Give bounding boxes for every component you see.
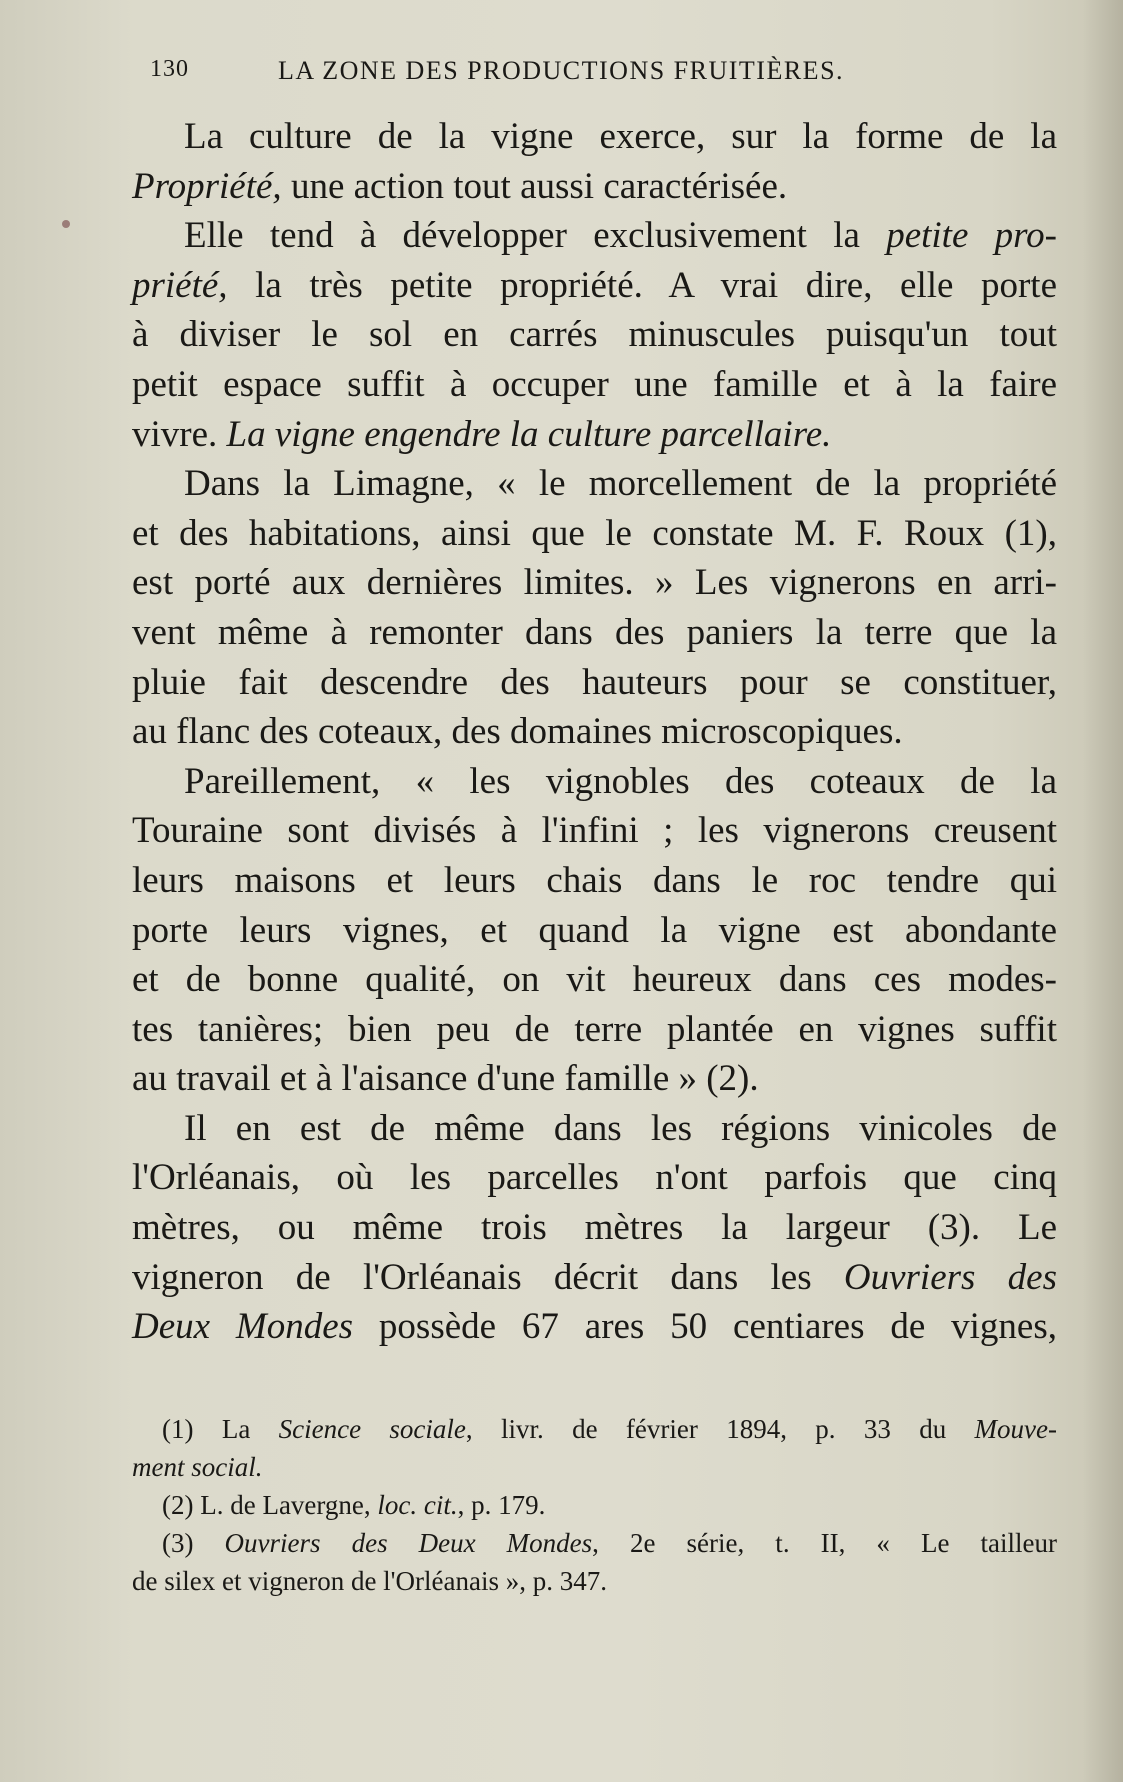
italic-text: Science sociale bbox=[278, 1414, 466, 1444]
page-number: 130 bbox=[150, 56, 189, 82]
italic-text: Deux Mondes bbox=[132, 1306, 354, 1348]
text-run: petit espace suffit à occuper une famille et à la faire bbox=[132, 363, 1057, 405]
italic-text: La vigne engendre la culture parcellaire. bbox=[226, 413, 832, 455]
body-line bbox=[132, 806, 1057, 856]
text-run: Elle tend à développer exclusivement la bbox=[184, 215, 887, 257]
italic-text: Propriété, bbox=[132, 165, 282, 207]
body-line bbox=[132, 509, 1057, 559]
body-line bbox=[132, 1054, 1057, 1104]
body-line bbox=[132, 856, 1057, 906]
body-line bbox=[132, 608, 1057, 658]
text-run: au flanc des coteaux, des domaines microscopiques. bbox=[132, 711, 903, 753]
body-line bbox=[132, 1302, 1057, 1352]
text-run: et de bonne qualité, on vit heureux dans ces modes- bbox=[132, 959, 1057, 1001]
body-line bbox=[132, 1153, 1057, 1203]
body-line bbox=[132, 1253, 1057, 1303]
paper-speck bbox=[62, 220, 70, 228]
body-line bbox=[132, 360, 1057, 410]
page-header bbox=[150, 52, 950, 92]
italic-text: loc. cit. bbox=[377, 1490, 458, 1520]
body-line bbox=[132, 112, 1057, 162]
text-run: leurs maisons et leurs chais dans le roc tendre qui bbox=[132, 859, 1057, 901]
body-line bbox=[132, 906, 1057, 956]
text-run: et des habitations, ainsi que le constate M. F. Roux (1), bbox=[132, 512, 1057, 554]
text-run: à diviser le sol en carrés minuscules puisqu'un tout bbox=[132, 314, 1057, 356]
text-run: , 2e série, t. II, « Le tailleur bbox=[592, 1528, 1057, 1558]
text-run: (2) L. de Lavergne, bbox=[162, 1490, 378, 1520]
text-run: une action tout aussi caractérisée. bbox=[281, 165, 788, 207]
text-run: Pareillement, « les vignobles des coteaux de la bbox=[184, 760, 1057, 802]
footnote-line bbox=[132, 1410, 1057, 1448]
body-line bbox=[132, 707, 1057, 757]
body-line bbox=[132, 1104, 1057, 1154]
body-line bbox=[132, 261, 1057, 311]
text-run: Il en est de même dans les régions vinicoles de bbox=[184, 1107, 1057, 1149]
text-run: la très petite propriété. A vrai dire, elle porte bbox=[227, 264, 1057, 306]
body-line bbox=[132, 1005, 1057, 1055]
text-run: (3) bbox=[162, 1528, 225, 1558]
italic-text: Ouvriers des Deux Mondes bbox=[224, 1528, 593, 1558]
text-run: vigneron de l'Orléanais décrit dans les bbox=[132, 1256, 844, 1298]
text-run: au travail et à l'aisance d'une famille » (2). bbox=[132, 1058, 759, 1100]
body-line bbox=[132, 410, 1057, 460]
text-run: La culture de la vigne exerce, sur la forme de la bbox=[184, 116, 1057, 157]
body-line bbox=[132, 658, 1057, 708]
text-run: Dans la Limagne, « le morcellement de la propriété bbox=[184, 463, 1057, 505]
body-line bbox=[132, 211, 1057, 261]
footnote-line bbox=[132, 1448, 1057, 1486]
text-run: , p. 179. bbox=[457, 1490, 546, 1520]
text-run: possède 67 ares 50 centiares de vignes, bbox=[353, 1306, 1057, 1348]
body-line bbox=[132, 162, 1057, 212]
text-run: l'Orléanais, où les parcelles n'ont parfois que cinq bbox=[132, 1157, 1057, 1199]
body-text bbox=[132, 112, 1057, 1352]
text-run: mètres, ou même trois mètres la largeur (3). Le bbox=[132, 1207, 1057, 1249]
text-run: porte leurs vignes, et quand la vigne est abondante bbox=[132, 909, 1057, 951]
footnote-line bbox=[132, 1562, 1057, 1600]
italic-text: petite pro- bbox=[886, 215, 1057, 257]
text-run: tes tanières; bien peu de terre plantée en vignes suffit bbox=[132, 1008, 1057, 1050]
body-line bbox=[132, 558, 1057, 608]
text-run: , livr. de février 1894, p. 33 du bbox=[465, 1414, 975, 1444]
footnotes bbox=[132, 1410, 1057, 1600]
text-run: vent même à remonter dans des paniers la terre que la bbox=[132, 611, 1057, 653]
text-run: vivre. bbox=[132, 413, 227, 455]
body-line bbox=[132, 459, 1057, 509]
footnote-line bbox=[132, 1486, 1057, 1524]
text-run: de silex et vigneron de l'Orléanais », p. 347. bbox=[132, 1566, 607, 1596]
italic-text: Ouvriers des bbox=[843, 1256, 1057, 1298]
running-head: LA ZONE DES PRODUCTIONS FRUITIÈRES. bbox=[278, 56, 845, 85]
text-run: pluie fait descendre des hauteurs pour se constituer, bbox=[132, 661, 1057, 703]
text-run: est porté aux dernières limites. » Les vignerons en arri- bbox=[132, 562, 1057, 604]
text-run: (1) La bbox=[162, 1414, 279, 1444]
italic-text: ment social. bbox=[132, 1452, 263, 1482]
footnote-line bbox=[132, 1524, 1057, 1562]
body-line bbox=[132, 310, 1057, 360]
body-line bbox=[132, 1203, 1057, 1253]
italic-text: Mouve- bbox=[974, 1414, 1057, 1444]
body-line bbox=[132, 757, 1057, 807]
italic-text: priété, bbox=[132, 264, 228, 306]
text-run: Touraine sont divisés à l'infini ; les vignerons creusent bbox=[132, 810, 1057, 852]
body-line bbox=[132, 955, 1057, 1005]
